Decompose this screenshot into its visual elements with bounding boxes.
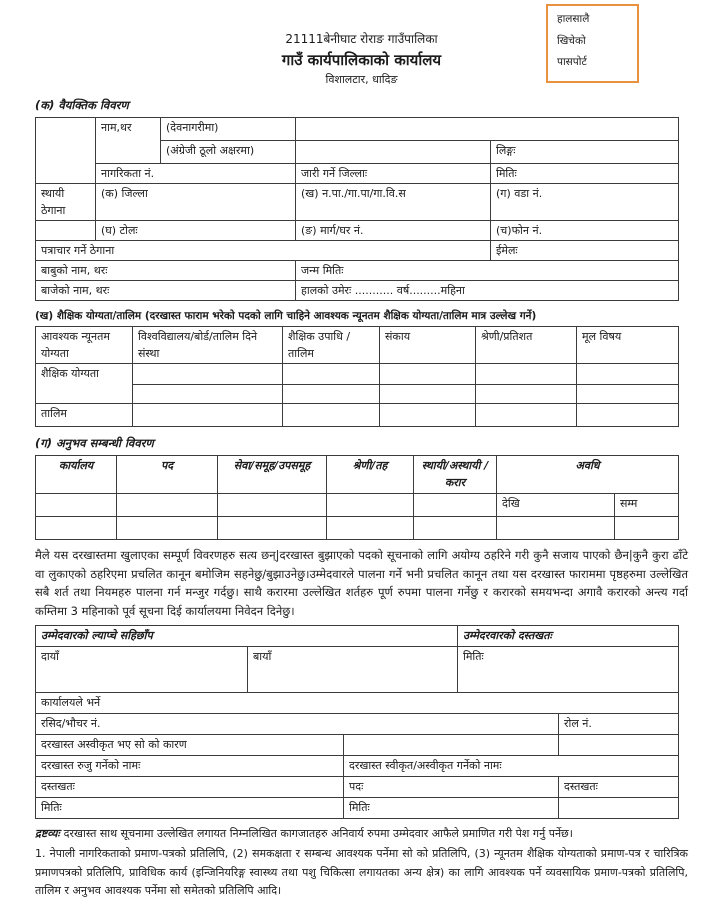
blank-cell (36, 117, 96, 183)
photo-box-line: खिचेको (557, 34, 586, 47)
municipality-name: 21111बेनीघाट रोराङ गाउँपालिका (285, 32, 438, 46)
approver-date-cell: मितिः (344, 798, 559, 819)
duration-to-cell: सम्म (615, 493, 679, 516)
roll-no-cell: रोल नं. (559, 714, 679, 735)
blank-cell (218, 493, 327, 516)
section-b-heading: (ख) शैक्षिक योग्यता/तालिम (दरखास्त फाराम भरेको पदको लागि चाहिने आवश्यक न्यूनतम शैक्षिक योग्यता/तालिम मात्र उल्लेख गर्ने) (35, 309, 537, 322)
footnote (35, 825, 688, 842)
english-caps-label-cell: (अंग्रेजी ठूलो अक्षरमा) (161, 140, 296, 163)
name-label-cell: नाम,थर (96, 117, 161, 163)
blank-cell (344, 735, 559, 756)
signature-date-cell: मितिः (458, 647, 679, 693)
exp-col-permanent-temp: स्थायी/अस्थायी /करार (414, 455, 497, 493)
section-a-heading: (क) वैयक्तिक विवरण (35, 97, 129, 112)
blank-cell (559, 798, 679, 819)
blank-cell (117, 516, 218, 539)
edu-col-degree: शैक्षिक उपाधि /तालिम (283, 326, 380, 363)
blank-cell (577, 403, 679, 426)
blank-cell (36, 516, 117, 539)
receipt-no-cell: रसिद/भौचर नं. (36, 714, 559, 735)
blank-cell (133, 403, 283, 426)
approved-by-cell: दरखास्त स्वीकृत/अस्वीकृत गर्नेको नामः (344, 756, 679, 777)
exp-col-post: पद (117, 455, 218, 493)
exp-col-office: कार्यालय (36, 455, 117, 493)
devanagari-label-cell: (देवनागरीमा) (161, 117, 296, 140)
issuing-district-cell: जारी गर्ने जिल्लाः (296, 163, 491, 183)
office-address: विशालटार, धादिङ (325, 73, 398, 86)
footnote-text: दरखास्त साथ सूचनामा उल्लेखित लगायत निम्नलिखित कागजातहरु अनिवार्य रुपमा उम्मेदवार आफैले प्रमाणित गरी पेश गर्नु पर्नेछ। (63, 827, 573, 841)
blank-cell (414, 516, 497, 539)
birth-date-cell: जन्म मितिः (296, 260, 679, 280)
passport-photo-box (546, 4, 639, 83)
left-thumb-cell: बायाँ (248, 647, 458, 693)
signature-heading-cell: उम्मेदरवारको दस्तखतः (458, 626, 679, 647)
blank-cell (283, 403, 380, 426)
blank-cell (380, 363, 476, 384)
education-training-table (35, 326, 679, 427)
blank-cell (577, 384, 679, 403)
rejection-reason-cell: दरखास्त अस्वीकृत भए सो को कारण (36, 735, 344, 756)
blank-cell (380, 403, 476, 426)
office-use-cell: कार्यालयले भर्ने (36, 693, 679, 714)
email-cell: ईमेलः (491, 240, 679, 260)
citizenship-date-cell: मितिः (491, 163, 679, 183)
edu-col-institution: विश्वविद्यालय/बोर्ड/तालिम दिने संस्था (133, 326, 283, 363)
blank-cell (36, 493, 117, 516)
footnote-label: द्रष्टव्यः (35, 827, 60, 841)
mailing-address-cell: पत्राचार गर्ने ठेगाना (36, 240, 491, 260)
blank-cell (559, 735, 679, 756)
declaration-paragraph: मैले यस दरखास्तमा खुलाएका सम्पूर्ण विवरणहरु सत्य छन्|दरखास्त बुझाएको पदको सूचनाको लागि अयोग्य ठहरिने गरी कुनै सजाय पाएको छैन|कुनै कुरा ढाँटे वा लुकाएको ठहरिएमा प्रचलित कानून बमोजिम सहनेछु/बुझाउनेछु।उम्मेदवारले पालना गर्ने भनी प्रचलित कानून तथा यस दरखास्त फाराममा पृष्ठहरुमा उल्लेखित सबै शर्त तथा नियमहरु पालना गर्न मन्जुर गर्दछु। साथै करारमा उल्लेखित शर्तहरु पूर्ण रुपमा पालना गर्नेछु र करारको समयभन्दा अगावै करारको अन्त्य गर्दा कम्तिमा 3 महिनाको पूर्व सूचना दिई कार्यालयमा निवेदन दिनेछु। (35, 547, 688, 618)
citizenship-no-cell: नागरिकता नं. (96, 163, 296, 183)
blank-cell (133, 363, 283, 384)
duration-from-cell: देखि (497, 493, 615, 516)
approver-post-cell: पदः (344, 777, 559, 798)
checked-by-cell: दरखास्त रुजु गर्नेको नामः (36, 756, 344, 777)
blank-cell (133, 384, 283, 403)
exp-col-duration: अवधि (497, 455, 679, 493)
education-row-label: शैक्षिक योग्यता (36, 363, 133, 403)
gender-cell: लिङ्गः (491, 140, 679, 163)
municipality-cell: (ख) न.पा./गा.पा/गा.वि.स (296, 183, 491, 220)
photo-box-line: हालसालै (557, 13, 590, 25)
blank-cell (117, 493, 218, 516)
blank-cell (218, 516, 327, 539)
blank-cell (327, 493, 414, 516)
blank-cell (283, 363, 380, 384)
blank-cell (476, 384, 577, 403)
right-thumb-cell: दायाँ (36, 647, 248, 693)
office-title: गाउँ कार्यपालिकाको कार्यालय (281, 51, 442, 69)
exp-col-service-group: सेवा/समूह/उपसमूह (218, 455, 327, 493)
name-english-input-cell (296, 140, 491, 163)
edu-col-main-subject: मूल विषय (577, 326, 679, 363)
checker-signature-cell: दस्तखतः (36, 777, 344, 798)
approver-signature-cell: दस्तखतः (559, 777, 679, 798)
blank-cell (380, 384, 476, 403)
blank-cell (283, 384, 380, 403)
required-documents-item: 1. नेपाली नागरिकताको प्रमाण-पत्रको प्रतिलिपि, (2) समकक्षता र सम्बन्ध आवश्यक पर्नेमा सो को प्रतिलिपि, (3) न्यूनतम शैक्षिक योग्यताको प्रमाण-पत्र र चारित्रिक प्रमाणपत्रको प्रतिलिपि, प्राविधिक कार्य (इन्जिनियरिङ्ग स्वास्थ्य तथा पशु चिकित्सा लगायतका अन्य क्षेत्र) का लागि आवश्यक पर्ने व्यवसायिक प्रमाण-पत्रको प्रतिलिपि, तालिम र अनुभव आवश्यक पर्नेमा सो समेतको प्रतिलिपि आदि। (35, 847, 688, 897)
grandfather-name-cell: बाजेको नाम, थरः (36, 280, 296, 300)
ward-no-cell: (ग) वडा नं. (491, 183, 679, 220)
edu-col-division: श्रेणी/प्रतिशत (476, 326, 577, 363)
district-cell: (क) जिल्ला (96, 183, 296, 220)
training-row-label: तालिम (36, 403, 133, 426)
phone-no-cell: (च)फोन नं. (491, 220, 679, 240)
current-age-cell: हालको उमेरः ........... वर्ष.........महिना (296, 280, 679, 300)
edu-col-faculty: संकाय (380, 326, 476, 363)
section-c-heading: (ग) अनुभव सम्बन्धी विवरण (35, 435, 154, 450)
blank-cell (497, 516, 615, 539)
blank-cell (36, 220, 96, 240)
blank-cell (476, 403, 577, 426)
father-name-cell: बाबुको नाम, थरः (36, 260, 296, 280)
blank-cell (577, 363, 679, 384)
exp-col-class-level: श्रेणी/तह (327, 455, 414, 493)
blank-cell (615, 516, 679, 539)
permanent-address-label-cell: स्थायी ठेगाना (36, 183, 96, 220)
edu-col-min-qualification: आवश्यक न्यूनतम योग्यता (36, 326, 133, 363)
thumbprint-heading-cell: उम्मेदवारको ल्याप्चे सहिछाँप (36, 626, 458, 647)
personal-details-table (35, 117, 679, 301)
tole-cell: (घ) टोलः (96, 220, 296, 240)
blank-cell (476, 363, 577, 384)
experience-table (35, 455, 679, 540)
name-devanagari-input-cell (296, 117, 679, 140)
blank-cell (414, 493, 497, 516)
street-house-no-cell: (ङ) मार्ग/घर नं. (296, 220, 491, 240)
blank-cell (327, 516, 414, 539)
signature-table (35, 625, 679, 819)
checker-date-cell: मितिः (36, 798, 344, 819)
photo-box-line: पासपोर्ट (557, 56, 587, 69)
